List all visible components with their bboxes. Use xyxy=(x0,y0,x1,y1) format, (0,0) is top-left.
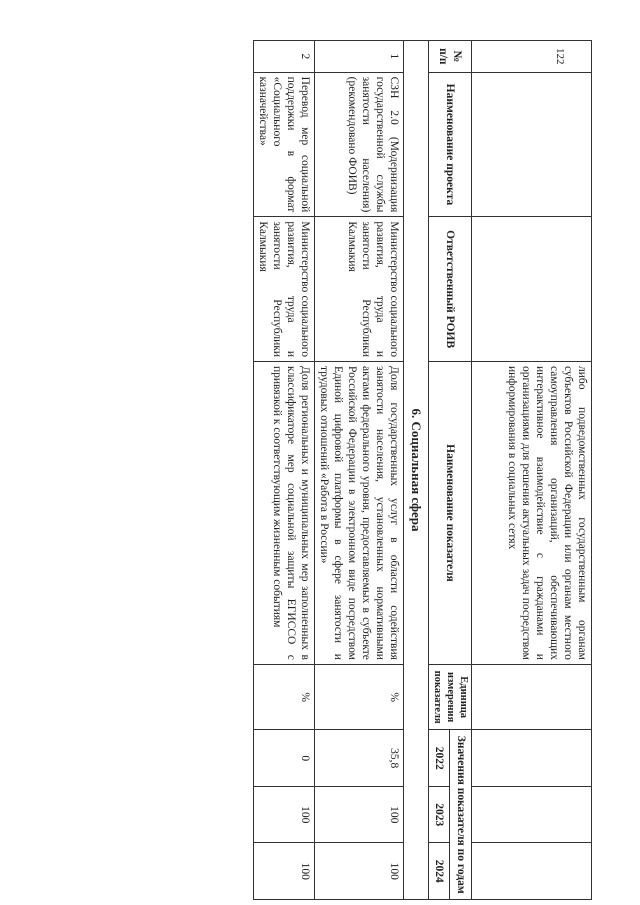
header-indicator: Наименование показателя xyxy=(428,361,471,664)
row-roiv: Министерство социального развития, труда и занятости Республики Калмыкия xyxy=(314,217,403,362)
cont-2022-cell xyxy=(472,730,592,787)
cont-2023-cell xyxy=(472,786,592,843)
row-value-2023: 100 xyxy=(314,786,403,843)
row-value-2023: 100 xyxy=(253,786,314,843)
row-value-2024: 100 xyxy=(314,843,403,900)
row-roiv: Министерство социального развития, труда и занятости Республики Калмыкия xyxy=(253,217,314,362)
header-unit: Единица измерения показателя xyxy=(428,664,471,730)
table-row xyxy=(314,41,403,900)
row-value-2022: 35,8 xyxy=(314,730,403,787)
header-project: Наименование проекта xyxy=(428,72,471,217)
cont-num-cell xyxy=(472,41,592,73)
header-2023: 2023 xyxy=(428,786,450,843)
indicators-table xyxy=(253,40,592,900)
row-unit: % xyxy=(253,664,314,730)
rotated-page xyxy=(32,40,592,900)
row-project: СЗН 2.0 (Модернизация государственной службы занятости населения) (рекомендовано ФОИВ) xyxy=(314,72,403,217)
row-unit: % xyxy=(314,664,403,730)
header-row xyxy=(450,41,472,900)
cont-roiv-cell xyxy=(472,217,592,362)
table-row xyxy=(253,41,314,900)
row-num: 1 xyxy=(314,41,403,73)
section-row xyxy=(403,41,428,900)
continuation-row xyxy=(472,41,592,900)
row-indicator: Доля государственных услуг в области содействия занятости населения, установленных нормативными актами федерального уровня, предоставляемых в субъекте Российской Федерации в электронном виде посредством Единой цифровой платформы в сфере занятости и трудовых отношений «Работа в России» xyxy=(314,361,403,664)
cont-indicator-cell: либо подведомственных государственным органам субъектов Российской Федерации или органам местного самоуправления организаций, обеспечивающих интерактивное взаимодействие с гражданами и организациями для решения актуальных задач посредством информирования в социальных сетях xyxy=(472,361,592,664)
header-2022: 2022 xyxy=(428,730,450,787)
row-project: Перевод мер социальной поддержки в формат «Социального казначейства» xyxy=(253,72,314,217)
cont-project-cell xyxy=(472,72,592,217)
cont-unit-cell xyxy=(472,664,592,730)
row-num: 2 xyxy=(253,41,314,73)
header-2024: 2024 xyxy=(428,843,450,900)
header-roiv: Ответственный РОИВ xyxy=(428,217,471,362)
page-number: 122 xyxy=(554,48,566,65)
row-value-2022: 0 xyxy=(253,730,314,787)
section-title: 6. Социальная сфера xyxy=(403,41,428,900)
header-values-group: Значения показателя по годам xyxy=(450,730,472,900)
header-num: № п/п xyxy=(428,41,471,73)
cont-2024-cell xyxy=(472,843,592,900)
row-value-2024: 100 xyxy=(253,843,314,900)
row-indicator: Доля региональных и муниципальных мер заполненных в классификаторе мер социальной защиты ЕГИССО с привязкой к соответствующим жизненным событиям xyxy=(253,361,314,664)
